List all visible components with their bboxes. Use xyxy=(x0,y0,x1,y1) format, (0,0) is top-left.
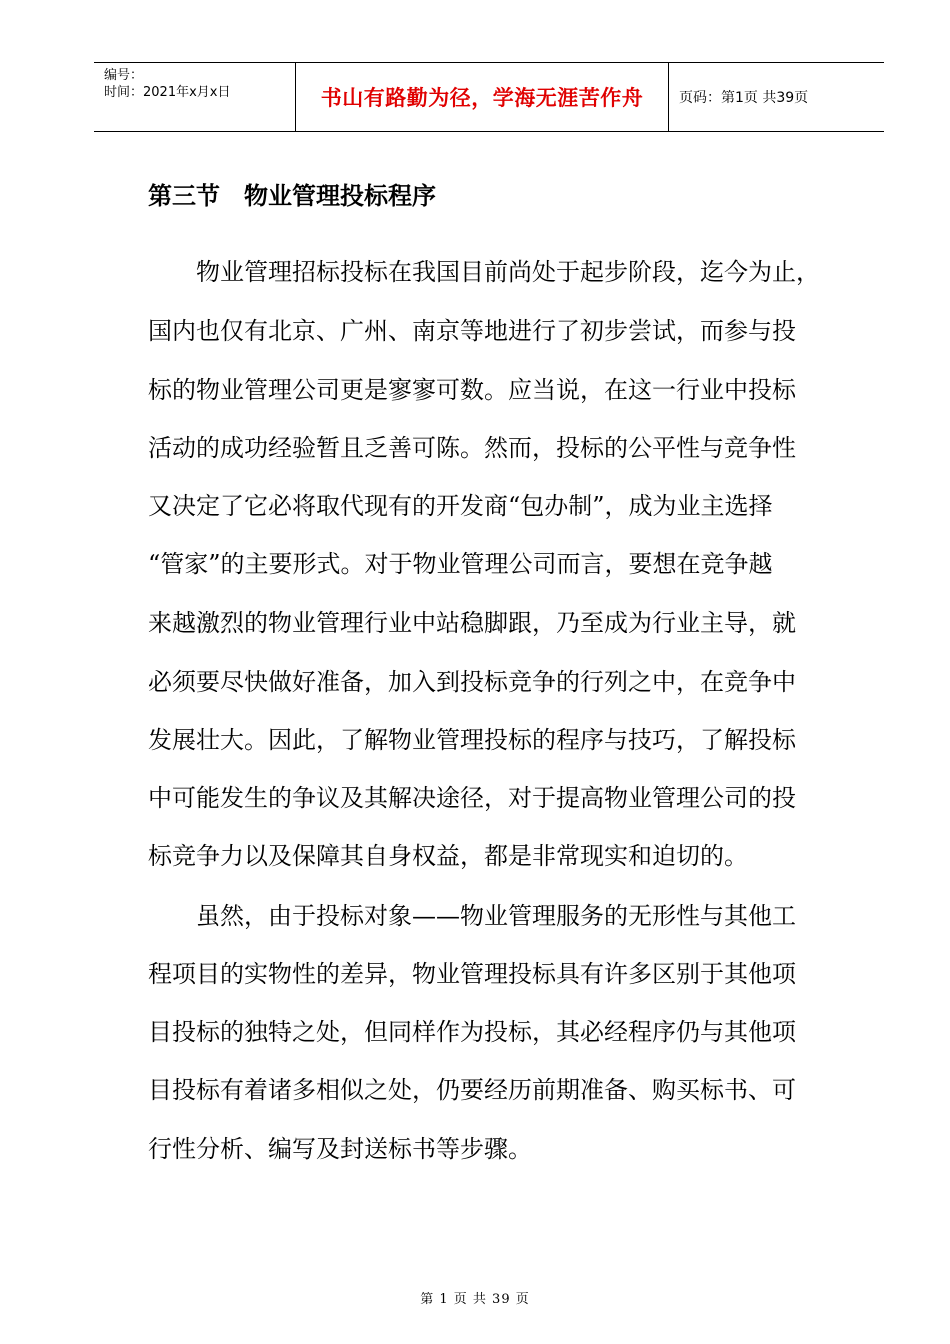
text-line: 发展壮大。因此，了解物业管理投标的程序与技巧，了解投标 xyxy=(148,726,796,754)
text-line: 物业管理招标投标在我国目前尚处于起步阶段，迄今为止， xyxy=(148,258,820,286)
text-line: 国内也仅有北京、广州、南京等地进行了初步尝试，而参与投 xyxy=(148,317,796,345)
text-line: 程项目的实物性的差异，物业管理投标具有许多区别于其他项 xyxy=(148,960,796,988)
text-line: 标竞争力以及保障其自身权益，都是非常现实和迫切的。 xyxy=(148,842,748,870)
text-line: 标的物业管理公司更是寥寥可数。应当说，在这一行业中投标 xyxy=(148,376,796,404)
document-header xyxy=(94,62,884,132)
header-motto-cell xyxy=(295,63,669,131)
text-line: 必须要尽快做好准备，加入到投标竞争的行列之中，在竞争中 xyxy=(148,668,796,696)
number-label: 编号： xyxy=(104,68,144,83)
text-line: 虽然，由于投标对象——物业管理服务的无形性与其他工 xyxy=(148,902,796,930)
text-line: 中可能发生的争议及其解决途径，对于提高物业管理公司的投 xyxy=(148,784,796,812)
header-motto: 书山有路勤为径，学海无涯苦作舟 xyxy=(320,86,644,110)
text-line: “管家”的主要形式。对于物业管理公司而言，要想在竞争越 xyxy=(148,550,773,578)
text-line: 活动的成功经验暂且乏善可陈。然而，投标的公平性与竞争性 xyxy=(148,434,796,462)
text-line: 来越激烈的物业管理行业中站稳脚跟，乃至成为行业主导，就 xyxy=(148,609,796,637)
text-line: 行性分析、编写及封送标书等步骤。 xyxy=(148,1135,532,1163)
text-line: 又决定了它必将取代现有的开发商“包办制”，成为业主选择 xyxy=(148,492,773,520)
time-label: 时间：2021年x月x日 xyxy=(104,85,231,100)
header-page-info: 页码：第1页 共39页 xyxy=(679,90,809,106)
header-page-cell xyxy=(669,63,884,131)
header-left-cell xyxy=(94,63,295,131)
section-title: 第三节 物业管理投标程序 xyxy=(148,182,436,210)
page-footer: 第 1 页 共 39 页 xyxy=(420,1292,530,1307)
text-line: 目投标的独特之处，但同样作为投标，其必经程序仍与其他项 xyxy=(148,1018,796,1046)
text-line: 目投标有着诸多相似之处，仍要经历前期准备、购买标书、可 xyxy=(148,1076,796,1104)
